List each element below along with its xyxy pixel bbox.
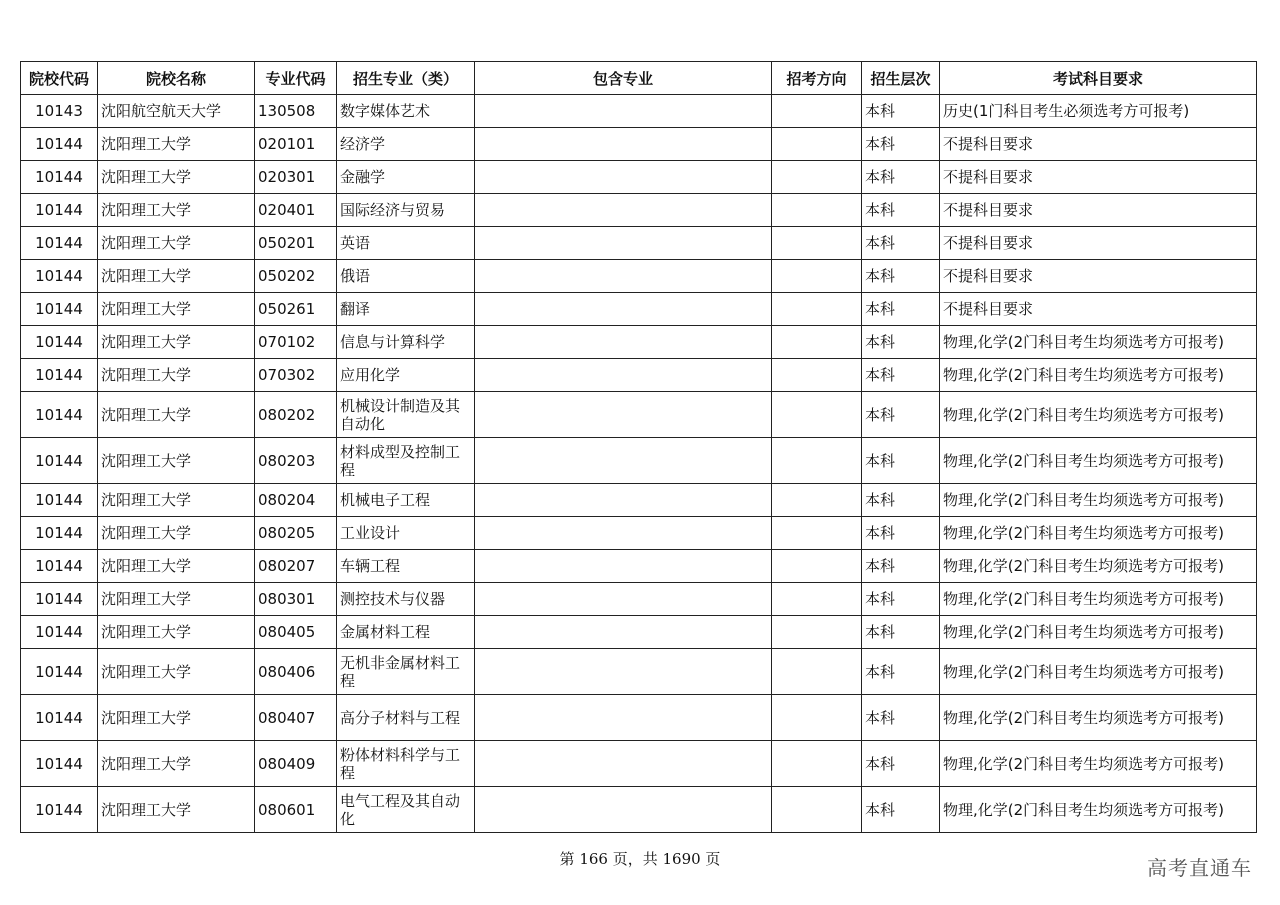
cell-school-name: 沈阳理工大学 [98,616,255,649]
cell-subject-requirement: 不提科目要求 [940,227,1257,260]
cell-level: 本科 [862,484,940,517]
cell-level: 本科 [862,293,940,326]
cell-level: 本科 [862,392,940,438]
cell-school-name: 沈阳理工大学 [98,583,255,616]
cell-level: 本科 [862,787,940,833]
cell-included-majors [475,787,772,833]
table-row [21,741,1257,787]
cell-major-code: 080407 [255,695,337,741]
header-level: 招生层次 [862,62,940,95]
cell-school-code: 10144 [21,260,98,293]
cell-direction [772,517,862,550]
cell-major: 应用化学 [337,359,475,392]
cell-included-majors [475,484,772,517]
table-row [21,194,1257,227]
cell-included-majors [475,649,772,695]
cell-direction [772,484,862,517]
cell-major: 高分子材料与工程 [337,695,475,741]
cell-major-code: 070302 [255,359,337,392]
cell-included-majors [475,741,772,787]
cell-subject-requirement: 不提科目要求 [940,128,1257,161]
cell-major: 无机非金属材料工程 [337,649,475,695]
cell-school-name: 沈阳理工大学 [98,161,255,194]
cell-included-majors [475,517,772,550]
cell-major: 车辆工程 [337,550,475,583]
cell-major-code: 050261 [255,293,337,326]
cell-direction [772,583,862,616]
cell-major-code: 020401 [255,194,337,227]
cell-level: 本科 [862,359,940,392]
cell-major-code: 080202 [255,392,337,438]
table-row [21,583,1257,616]
cell-included-majors [475,260,772,293]
table-body [21,95,1257,833]
table-header-row [21,62,1257,95]
cell-school-name: 沈阳理工大学 [98,293,255,326]
cell-subject-requirement: 物理,化学(2门科目考生均须选考方可报考) [940,392,1257,438]
cell-major-code: 130508 [255,95,337,128]
table-row [21,161,1257,194]
cell-subject-requirement: 物理,化学(2门科目考生均须选考方可报考) [940,695,1257,741]
cell-level: 本科 [862,194,940,227]
cell-school-code: 10144 [21,161,98,194]
cell-included-majors [475,616,772,649]
cell-level: 本科 [862,695,940,741]
cell-level: 本科 [862,438,940,484]
cell-included-majors [475,128,772,161]
cell-included-majors [475,194,772,227]
cell-direction [772,741,862,787]
cell-school-code: 10144 [21,695,98,741]
table-row [21,787,1257,833]
cell-subject-requirement: 不提科目要求 [940,260,1257,293]
cell-direction [772,194,862,227]
header-major-code: 专业代码 [255,62,337,95]
cell-direction [772,326,862,359]
cell-included-majors [475,438,772,484]
cell-level: 本科 [862,517,940,550]
cell-included-majors [475,359,772,392]
cell-major: 经济学 [337,128,475,161]
cell-school-name: 沈阳理工大学 [98,438,255,484]
cell-major: 信息与计算科学 [337,326,475,359]
cell-school-name: 沈阳理工大学 [98,787,255,833]
cell-school-code: 10144 [21,326,98,359]
cell-direction [772,695,862,741]
cell-included-majors [475,695,772,741]
cell-school-code: 10144 [21,194,98,227]
cell-school-name: 沈阳理工大学 [98,194,255,227]
cell-school-code: 10144 [21,359,98,392]
cell-major: 翻译 [337,293,475,326]
page-number: 第 166 页，共 1690 页 [559,850,721,868]
table-row [21,517,1257,550]
cell-school-code: 10144 [21,583,98,616]
header-direction: 招考方向 [772,62,862,95]
cell-direction [772,161,862,194]
cell-direction [772,616,862,649]
cell-included-majors [475,583,772,616]
cell-major: 材料成型及控制工程 [337,438,475,484]
cell-major-code: 080409 [255,741,337,787]
cell-subject-requirement: 物理,化学(2门科目考生均须选考方可报考) [940,741,1257,787]
cell-school-code: 10144 [21,293,98,326]
cell-direction [772,392,862,438]
cell-major-code: 080205 [255,517,337,550]
header-school-name: 院校名称 [98,62,255,95]
cell-major: 金属材料工程 [337,616,475,649]
cell-direction [772,227,862,260]
cell-subject-requirement: 物理,化学(2门科目考生均须选考方可报考) [940,649,1257,695]
cell-subject-requirement: 不提科目要求 [940,161,1257,194]
cell-level: 本科 [862,95,940,128]
cell-major: 英语 [337,227,475,260]
cell-level: 本科 [862,128,940,161]
cell-subject-requirement: 物理,化学(2门科目考生均须选考方可报考) [940,787,1257,833]
table-row [21,95,1257,128]
cell-major: 粉体材料科学与工程 [337,741,475,787]
cell-school-name: 沈阳理工大学 [98,227,255,260]
table-row [21,326,1257,359]
header-included-majors: 包含专业 [475,62,772,95]
cell-included-majors [475,161,772,194]
cell-included-majors [475,392,772,438]
cell-school-code: 10144 [21,517,98,550]
cell-major-code: 020301 [255,161,337,194]
watermark-logo-text: 高考直通车 [1147,856,1252,880]
cell-major-code: 050202 [255,260,337,293]
cell-school-name: 沈阳理工大学 [98,484,255,517]
cell-major-code: 080601 [255,787,337,833]
table-row [21,392,1257,438]
cell-school-code: 10144 [21,392,98,438]
table-row [21,128,1257,161]
cell-level: 本科 [862,616,940,649]
cell-major: 机械设计制造及其自动化 [337,392,475,438]
cell-school-name: 沈阳理工大学 [98,326,255,359]
cell-major-code: 080405 [255,616,337,649]
cell-subject-requirement: 物理,化学(2门科目考生均须选考方可报考) [940,517,1257,550]
cell-school-name: 沈阳航空航天大学 [98,95,255,128]
cell-subject-requirement: 不提科目要求 [940,293,1257,326]
cell-school-code: 10144 [21,484,98,517]
cell-direction [772,293,862,326]
cell-school-code: 10144 [21,227,98,260]
cell-included-majors [475,326,772,359]
cell-school-code: 10144 [21,616,98,649]
cell-school-name: 沈阳理工大学 [98,128,255,161]
admission-requirements-table [20,61,1257,833]
cell-direction [772,438,862,484]
cell-major-code: 080406 [255,649,337,695]
cell-direction [772,359,862,392]
cell-direction [772,128,862,161]
cell-major-code: 080204 [255,484,337,517]
cell-major-code: 050201 [255,227,337,260]
cell-school-code: 10144 [21,787,98,833]
cell-major: 测控技术与仪器 [337,583,475,616]
cell-subject-requirement: 物理,化学(2门科目考生均须选考方可报考) [940,550,1257,583]
cell-level: 本科 [862,260,940,293]
cell-school-code: 10143 [21,95,98,128]
cell-major-code: 080203 [255,438,337,484]
cell-included-majors [475,95,772,128]
cell-school-code: 10144 [21,550,98,583]
cell-subject-requirement: 物理,化学(2门科目考生均须选考方可报考) [940,438,1257,484]
cell-direction [772,95,862,128]
table-row [21,227,1257,260]
cell-direction [772,787,862,833]
cell-subject-requirement: 物理,化学(2门科目考生均须选考方可报考) [940,616,1257,649]
cell-subject-requirement: 历史(1门科目考生必须选考方可报考) [940,95,1257,128]
cell-school-code: 10144 [21,741,98,787]
cell-level: 本科 [862,227,940,260]
cell-school-code: 10144 [21,438,98,484]
table-row [21,484,1257,517]
cell-subject-requirement: 物理,化学(2门科目考生均须选考方可报考) [940,583,1257,616]
table-row [21,260,1257,293]
cell-direction [772,550,862,583]
cell-major-code: 020101 [255,128,337,161]
cell-school-code: 10144 [21,128,98,161]
cell-major-code: 080207 [255,550,337,583]
cell-school-name: 沈阳理工大学 [98,550,255,583]
header-major: 招生专业（类） [337,62,475,95]
cell-subject-requirement: 物理,化学(2门科目考生均须选考方可报考) [940,484,1257,517]
cell-level: 本科 [862,161,940,194]
cell-major-code: 070102 [255,326,337,359]
table-row [21,293,1257,326]
cell-subject-requirement: 不提科目要求 [940,194,1257,227]
cell-major: 俄语 [337,260,475,293]
table-row [21,695,1257,741]
cell-major: 电气工程及其自动化 [337,787,475,833]
table-row [21,550,1257,583]
table-row [21,616,1257,649]
table-row [21,359,1257,392]
cell-level: 本科 [862,326,940,359]
cell-major: 国际经济与贸易 [337,194,475,227]
cell-level: 本科 [862,583,940,616]
cell-level: 本科 [862,649,940,695]
cell-school-code: 10144 [21,649,98,695]
header-subject-requirement: 考试科目要求 [940,62,1257,95]
cell-major: 数字媒体艺术 [337,95,475,128]
cell-level: 本科 [862,550,940,583]
cell-school-name: 沈阳理工大学 [98,359,255,392]
cell-direction [772,260,862,293]
cell-subject-requirement: 物理,化学(2门科目考生均须选考方可报考) [940,359,1257,392]
cell-included-majors [475,293,772,326]
cell-included-majors [475,550,772,583]
cell-level: 本科 [862,741,940,787]
cell-school-name: 沈阳理工大学 [98,392,255,438]
cell-major-code: 080301 [255,583,337,616]
cell-major: 机械电子工程 [337,484,475,517]
cell-included-majors [475,227,772,260]
cell-major: 工业设计 [337,517,475,550]
cell-school-name: 沈阳理工大学 [98,741,255,787]
cell-subject-requirement: 物理,化学(2门科目考生均须选考方可报考) [940,326,1257,359]
cell-school-name: 沈阳理工大学 [98,649,255,695]
cell-school-name: 沈阳理工大学 [98,695,255,741]
cell-major: 金融学 [337,161,475,194]
cell-school-name: 沈阳理工大学 [98,260,255,293]
table-row [21,438,1257,484]
header-school-code: 院校代码 [21,62,98,95]
cell-school-name: 沈阳理工大学 [98,517,255,550]
cell-direction [772,649,862,695]
table-row [21,649,1257,695]
